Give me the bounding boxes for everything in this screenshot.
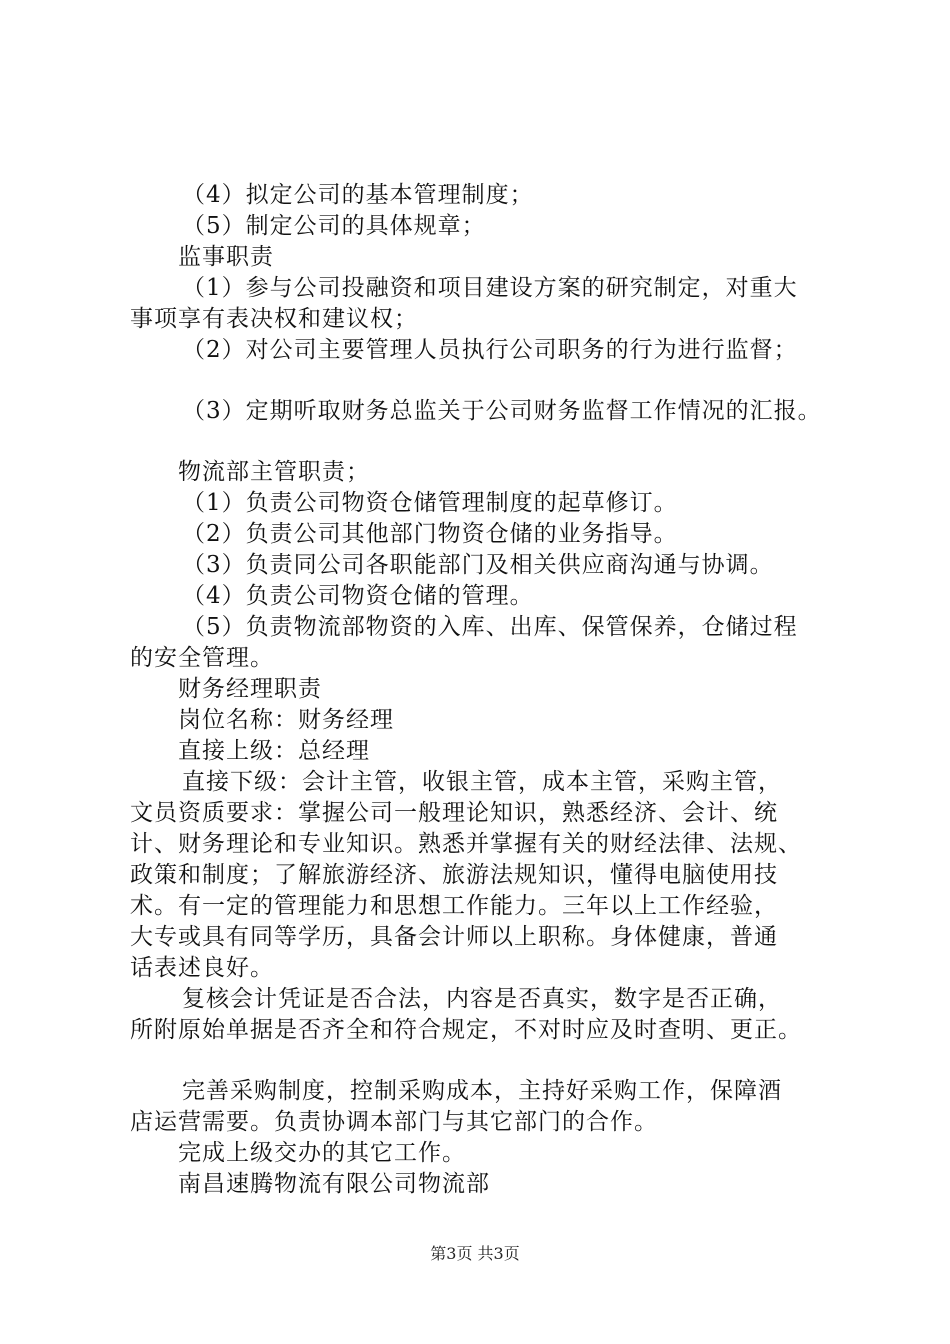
text-line: （3）定期听取财务总监关于公司财务监督工作情况的汇报。 [182,398,822,424]
text-line: 计、财务理论和专业知识。熟悉并掌握有关的财经法律、法规、 [130,831,802,857]
text-line: （1）参与公司投融资和项目建设方案的研究制定，对重大 [182,275,798,301]
text-line: 大专或具有同等学历，具备会计师以上职称。身体健康，普通 [130,924,778,950]
text-line: 的安全管理。 [130,645,274,671]
section-heading-logistics: 物流部主管职责； [178,459,370,485]
text-line: 事项享有表决权和建议权； [130,306,418,332]
text-line: （4）负责公司物资仓储的管理。 [182,583,534,609]
text-line: 店运营需要。负责协调本部门与其它部门的合作。 [130,1109,658,1135]
text-line: 话表述良好。 [130,955,274,981]
text-line: 政策和制度；了解旅游经济、旅游法规知识，懂得电脑使用技 [130,862,778,888]
text-line: （3）负责同公司各职能部门及相关供应商沟通与协调。 [182,552,774,578]
text-line: （5）负责物流部物资的入库、出库、保管保养，仓储过程 [182,614,798,640]
page-number-footer: 第3页 共3页 [430,1244,520,1263]
text-line: 完成上级交办的其它工作。 [178,1140,466,1166]
text-line: 完善采购制度，控制采购成本，主持好采购工作，保障酒 [182,1078,782,1104]
text-line: 所附原始单据是否齐全和符合规定，不对时应及时查明、更正。 [130,1017,802,1043]
text-line: （5）制定公司的具体规章； [182,213,486,239]
section-heading-finance: 财务经理职责 [178,676,322,702]
text-line: 直接下级：会计主管，收银主管，成本主管，采购主管， [182,769,782,795]
text-line: 直接上级：总经理 [178,738,370,764]
text-line: （1）负责公司物资仓储管理制度的起草修订。 [182,490,678,516]
text-line: （4）拟定公司的基本管理制度； [182,182,534,208]
company-signature-line: 南昌速腾物流有限公司物流部 [178,1171,490,1197]
text-line: 岗位名称：财务经理 [178,707,394,733]
section-heading-supervisor: 监事职责 [178,244,274,270]
text-line: 文员资质要求：掌握公司一般理论知识，熟悉经济、会计、统 [130,800,778,826]
text-line: 复核会计凭证是否合法，内容是否真实，数字是否正确， [182,986,782,1012]
text-line: （2）负责公司其他部门物资仓储的业务指导。 [182,521,678,547]
text-line: （2）对公司主要管理人员执行公司职务的行为进行监督； [182,337,798,363]
text-line: 术。有一定的管理能力和思想工作能力。三年以上工作经验， [130,893,778,919]
